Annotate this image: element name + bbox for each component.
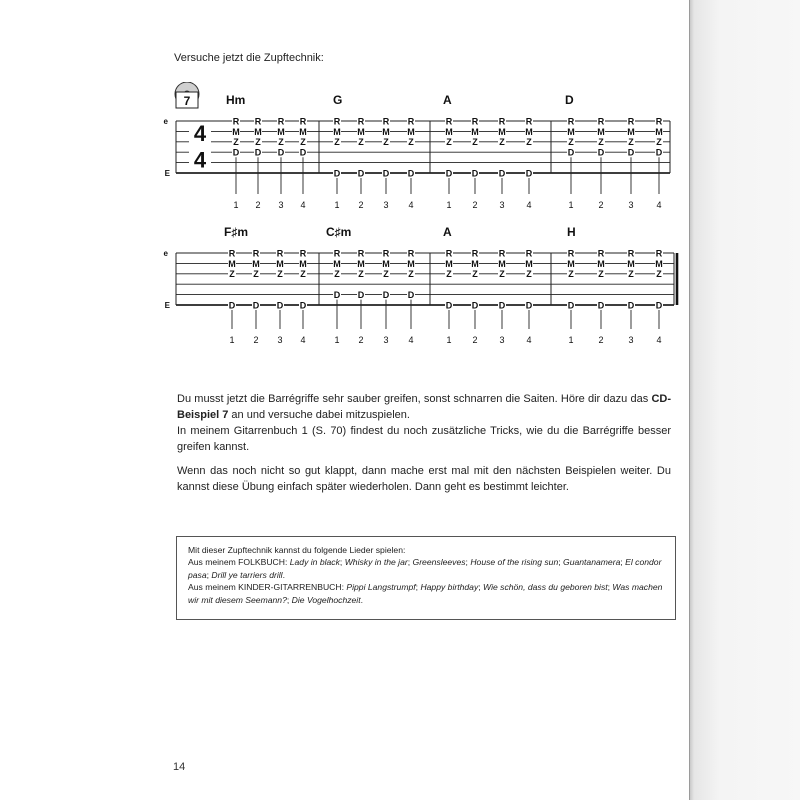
tab-letter: M	[333, 126, 341, 137]
tab-letter: R	[407, 248, 415, 259]
tab-letter: D	[567, 147, 575, 158]
beat-number: 2	[358, 335, 364, 345]
tab-letter: R	[333, 248, 341, 259]
tab-letter: Z	[472, 137, 478, 148]
beat-number: 4	[300, 335, 306, 345]
beat-number: 3	[383, 335, 389, 345]
tab-letter: M	[252, 258, 260, 269]
intro-text: Versuche jetzt die Zupftechnik:	[174, 52, 324, 64]
tab-letter: Z	[334, 269, 340, 280]
tab-letter: R	[232, 116, 240, 127]
beat-number: 2	[598, 200, 604, 210]
tab-letter: D	[333, 168, 341, 179]
tab-letter: D	[525, 300, 533, 311]
beat-number: 1	[229, 335, 235, 345]
tab-letter: Z	[408, 137, 414, 148]
tab-letter: D	[627, 300, 635, 311]
tab-letter: R	[357, 116, 365, 127]
tab-letter: M	[299, 258, 307, 269]
string-label-E: E	[164, 301, 170, 310]
tab-letter: R	[445, 116, 453, 127]
tab-letter: R	[655, 248, 663, 259]
tab-letter: M	[407, 126, 415, 137]
tab-letter: Z	[277, 269, 283, 280]
tab-letter: R	[382, 248, 390, 259]
beat-number: 2	[358, 200, 364, 210]
tab-letter: D	[382, 168, 390, 179]
tab-letter: D	[232, 147, 240, 158]
beat-number: 3	[277, 335, 283, 345]
tab-letter: M	[232, 126, 240, 137]
beat-number: 1	[233, 200, 239, 210]
tab-letter: R	[498, 116, 506, 127]
tab-letter: D	[407, 168, 415, 179]
tab-letter: D	[299, 300, 307, 311]
tab-letter: M	[254, 126, 262, 137]
tab-letter: Z	[598, 137, 604, 148]
beat-number: 4	[526, 335, 532, 345]
tab-letter: Z	[472, 269, 478, 280]
chord-name: A	[443, 93, 452, 107]
tab-letter: R	[567, 116, 575, 127]
tab-letter: D	[276, 300, 284, 311]
tab-letter: D	[525, 168, 533, 179]
tab-letter: M	[471, 258, 479, 269]
tab-letter: Z	[656, 137, 662, 148]
tab-letter: M	[445, 126, 453, 137]
chord-name: G	[333, 93, 343, 107]
string-label-e: e	[163, 249, 168, 258]
beat-number: 4	[526, 200, 532, 210]
chord-name: H	[567, 225, 576, 239]
cd-example-ref: CD-Beispiel 7	[177, 393, 671, 421]
beat-number: 3	[499, 335, 505, 345]
tab-letter: Z	[229, 269, 235, 280]
tab-letter: M	[597, 258, 605, 269]
tab-letter: Z	[628, 137, 634, 148]
beat-number: 1	[446, 200, 452, 210]
tab-letter: M	[498, 258, 506, 269]
tab-letter: R	[471, 116, 479, 127]
tab-letter: R	[276, 248, 284, 259]
beat-number: 3	[628, 335, 634, 345]
tab-letter: Z	[499, 269, 505, 280]
string-label-E: E	[164, 169, 170, 178]
tab-letter: R	[252, 248, 260, 259]
beat-number: 4	[656, 335, 662, 345]
tab-letter: D	[252, 300, 260, 311]
tab-letter: M	[277, 126, 285, 137]
time-signature-bottom: 4	[193, 147, 207, 173]
beat-number: 4	[656, 200, 662, 210]
tab-letter: R	[471, 248, 479, 259]
beat-number: 2	[472, 335, 478, 345]
tab-letter: R	[525, 248, 533, 259]
tab-letter: Z	[255, 137, 261, 148]
tab-letter: Z	[358, 137, 364, 148]
tab-letter: R	[228, 248, 236, 259]
tab-letter: R	[525, 116, 533, 127]
chord-name: A	[443, 225, 452, 239]
string-label-e: e	[163, 117, 168, 126]
tab-letter: M	[567, 258, 575, 269]
chord-name: Hm	[226, 93, 246, 107]
tab-letter: D	[567, 300, 575, 311]
tab-letter: M	[597, 126, 605, 137]
tab-letter: M	[357, 126, 365, 137]
beat-number: 2	[598, 335, 604, 345]
tab-letter: M	[276, 258, 284, 269]
tab-letter: D	[627, 147, 635, 158]
tab-letter: D	[597, 147, 605, 158]
tab-letter: M	[299, 126, 307, 137]
tab-letter: M	[357, 258, 365, 269]
tab-letter: Z	[253, 269, 259, 280]
tab-letter: R	[655, 116, 663, 127]
tab-letter: M	[567, 126, 575, 137]
paragraph-practice-later: Wenn das noch nicht so gut klappt, dann mache erst mal mit den nächsten Beispielen weiter. Du kannst diese Übung einfach später wiederholen. Dann geht es bestimmt leichter.	[177, 465, 671, 493]
tab-letter: R	[357, 248, 365, 259]
tab-letter: R	[254, 116, 262, 127]
tab-letter: Z	[628, 269, 634, 280]
tab-letter: Z	[408, 269, 414, 280]
beat-number: 1	[568, 335, 574, 345]
paragraph-guitar-book: In meinem Gitarrenbuch 1 (S. 70) findest du noch zusätzliche Tricks, wie du die Barrégriffe besser greifen kannst.	[177, 425, 671, 453]
beat-number: 4	[408, 200, 414, 210]
tab-letter: R	[299, 248, 307, 259]
tab-letter: M	[655, 126, 663, 137]
tab-letter: Z	[358, 269, 364, 280]
chord-name: F♯m	[224, 225, 248, 239]
tab-letter: M	[655, 258, 663, 269]
tab-letter: M	[333, 258, 341, 269]
tab-letter: Z	[446, 269, 452, 280]
tab-letter: M	[445, 258, 453, 269]
tab-letter: Z	[300, 269, 306, 280]
tab-letter: Z	[278, 137, 284, 148]
tab-letter: R	[627, 248, 635, 259]
tab-letter: M	[627, 258, 635, 269]
beat-number: 1	[568, 200, 574, 210]
tab-letter: R	[445, 248, 453, 259]
cd-track-number: 7	[183, 94, 191, 108]
tab-letter: D	[655, 300, 663, 311]
tab-letter: R	[627, 116, 635, 127]
tab-letter: M	[407, 258, 415, 269]
beat-number: 3	[278, 200, 284, 210]
tab-letter: R	[597, 248, 605, 259]
tab-letter: M	[525, 126, 533, 137]
tab-letter: D	[597, 300, 605, 311]
paragraph-barre-hint: Du musst jetzt die Barrégriffe sehr sauber greifen, sonst schnarren die Saiten. Höre dir dazu das CD-Beispiel 7 an und versuche dabei mitzuspielen.	[177, 393, 671, 421]
beat-number: 4	[300, 200, 306, 210]
song-list-text: Mit dieser Zupftechnik kannst du folgende Lieder spielen: Aus meinem FOLKBUCH: Lady in black; Whisky in the jar; Greensleeves; House of the rising sun; Guantanamera; El condor pasa; Drill ye tarriers drill. Aus meinem KINDER-GITARRENBUCH: Pippi Langstrumpf; Happy birthday; Wie schön, dass du geboren bist; Was machen wir mit diesem Seemann?; Die Vogelhochzeit.	[188, 545, 663, 605]
tab-letter: Z	[526, 269, 532, 280]
tab-letter: Z	[598, 269, 604, 280]
tab-letter: R	[382, 116, 390, 127]
tab-letter: Z	[300, 137, 306, 148]
beat-number: 1	[334, 200, 340, 210]
tab-letter: D	[471, 168, 479, 179]
tab-letter: D	[382, 290, 390, 300]
tab-letter: R	[498, 248, 506, 259]
tab-letter: R	[407, 116, 415, 127]
tab-letter: D	[407, 290, 415, 300]
tab-letter: Z	[383, 269, 389, 280]
time-signature-top: 4	[193, 120, 207, 146]
tab-letter: D	[655, 147, 663, 158]
tab-letter: M	[525, 258, 533, 269]
tab-letter: D	[445, 300, 453, 311]
tab-letter: Z	[656, 269, 662, 280]
tab-letter: Z	[568, 137, 574, 148]
tab-letter: Z	[383, 137, 389, 148]
beat-number: 3	[499, 200, 505, 210]
tab-letter: R	[567, 248, 575, 259]
tab-letter: M	[498, 126, 506, 137]
tab-letter: D	[333, 290, 341, 300]
tab-letter: M	[382, 258, 390, 269]
beat-number: 1	[334, 335, 340, 345]
tab-letter: M	[471, 126, 479, 137]
tab-letter: R	[277, 116, 285, 127]
beat-number: 4	[408, 335, 414, 345]
tab-letter: Z	[568, 269, 574, 280]
tab-letter: R	[299, 116, 307, 127]
tab-letter: Z	[446, 137, 452, 148]
tab-letter: D	[254, 147, 262, 158]
tab-letter: D	[471, 300, 479, 311]
chord-name: C♯m	[326, 225, 352, 239]
tab-letter: R	[333, 116, 341, 127]
beat-number: 2	[253, 335, 259, 345]
beat-number: 2	[255, 200, 261, 210]
tab-letter: D	[445, 168, 453, 179]
tab-letter: M	[382, 126, 390, 137]
tab-letter: Z	[499, 137, 505, 148]
beat-number: 1	[446, 335, 452, 345]
tab-letter: D	[357, 290, 365, 300]
beat-number: 3	[628, 200, 634, 210]
page-number: 14	[173, 761, 186, 773]
beat-number: 3	[383, 200, 389, 210]
tab-letter: D	[498, 168, 506, 179]
tab-letter: D	[299, 147, 307, 158]
tab-letter: Z	[233, 137, 239, 148]
tab-letter: D	[357, 168, 365, 179]
tab-letter: D	[228, 300, 236, 311]
tab-letter: M	[228, 258, 236, 269]
tab-letter: R	[597, 116, 605, 127]
tab-letter: M	[627, 126, 635, 137]
tab-letter: Z	[526, 137, 532, 148]
tab-letter: D	[498, 300, 506, 311]
chord-name: D	[565, 93, 574, 107]
beat-number: 2	[472, 200, 478, 210]
tab-letter: D	[277, 147, 285, 158]
tab-letter: Z	[334, 137, 340, 148]
